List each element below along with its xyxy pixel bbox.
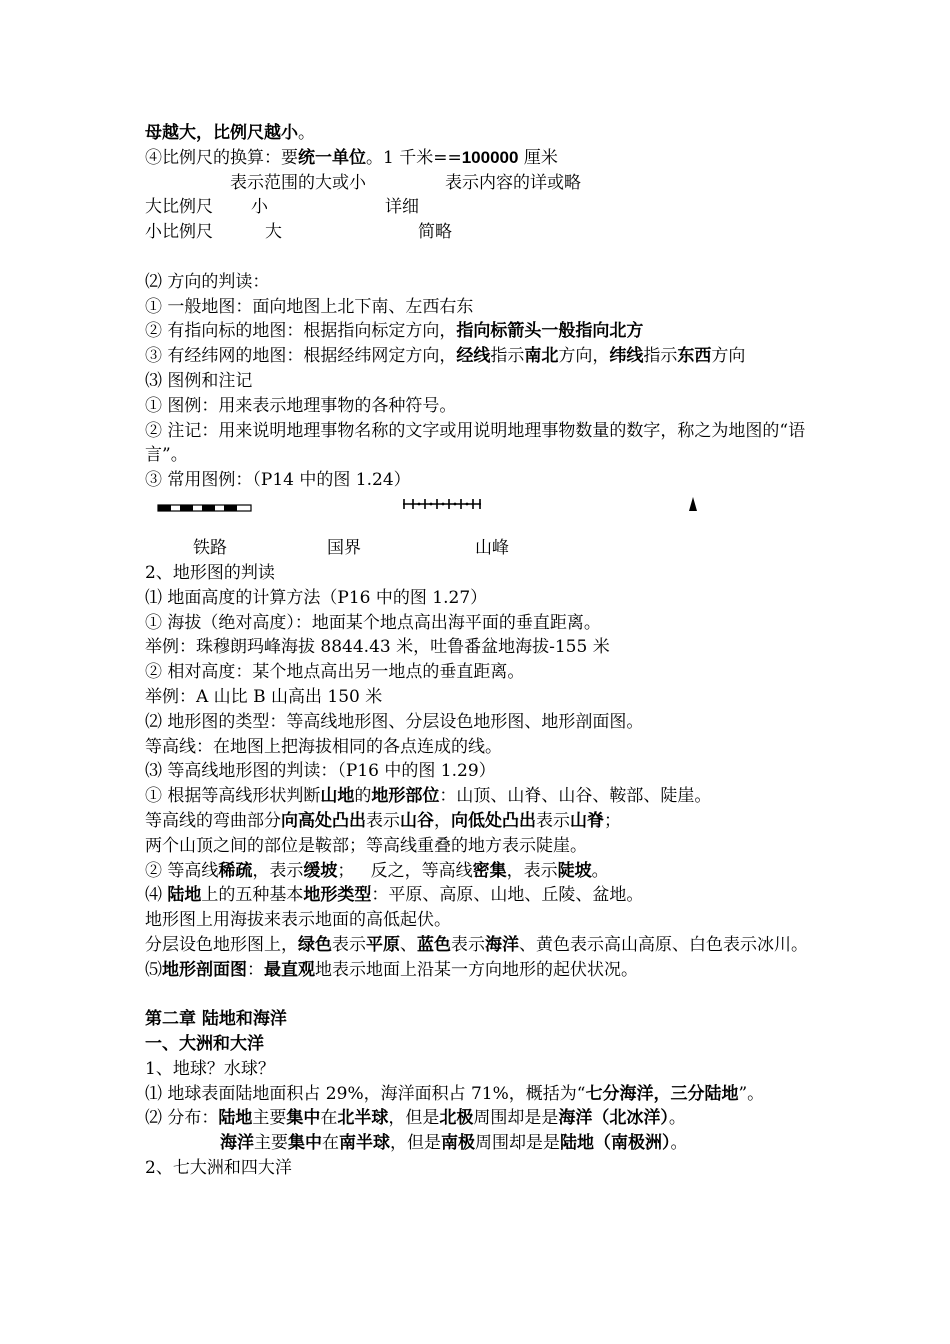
text: 在: [320, 1108, 338, 1129]
bold-text: 平原: [366, 934, 400, 955]
bold-text: 北半球: [337, 1108, 389, 1129]
line-height-method: ⑴ 地面高度的计算方法（P16 中的图 1.27）: [145, 587, 488, 608]
line-contour-reading: ⑶ 等高线地形图的判读：（P16 中的图 1.29）: [145, 761, 496, 782]
table-header-range: 表示范围的大或小: [230, 172, 366, 193]
text: 周围却是是: [473, 1108, 559, 1129]
text: 厘米: [518, 147, 558, 168]
line-legend-definition: ① 图例：用来表示地理事物的各种符号。: [145, 395, 457, 416]
bold-text: 稀疏: [218, 860, 253, 881]
line-elevation-note: 地形图上用海拔来表示地面的高低起伏。: [145, 910, 451, 931]
scale-table-row: [145, 220, 815, 245]
table-cell: 小比例尺: [145, 222, 213, 243]
line-legend-heading: ⑶ 图例和注记: [145, 370, 253, 391]
line-contour-definition: 等高线：在地图上把海拔相同的各点连成的线。: [145, 736, 502, 757]
text: 指示: [643, 346, 678, 367]
legend-label-border: 国界: [327, 537, 361, 558]
bold-text: 东西: [677, 346, 712, 367]
blank-line: [145, 983, 815, 1008]
chapter-title: [145, 1007, 815, 1032]
bold-text: 纬线: [609, 346, 644, 367]
line-layered-color: [145, 933, 815, 958]
line-direction-heading: ⑵ 方向的判读：: [145, 271, 270, 292]
text: 表示: [536, 810, 570, 831]
bold-text: 南半球: [339, 1133, 390, 1154]
text: ② 等高线: [145, 860, 219, 881]
bold-number: 100000: [461, 147, 519, 167]
bold-text: 山地: [320, 786, 355, 807]
text: 主要: [254, 1133, 288, 1154]
text: ”。: [738, 1083, 765, 1104]
bold-text: 陆地: [218, 1108, 253, 1129]
bold-text: 密集: [472, 860, 507, 881]
line-land-ocean-ratio: [145, 1082, 815, 1107]
bold-text: 第二章 陆地和海洋: [145, 1009, 287, 1030]
text: 。: [670, 1133, 688, 1154]
bold-text: 集中: [288, 1133, 322, 1154]
line-scale-rule: [145, 121, 815, 146]
line-slope: [145, 859, 815, 884]
text: 表示: [332, 934, 366, 955]
line-altitude-example: 举例：珠穆朗玛峰海拔 8844.43 米，吐鲁番盆地海拔-155 米: [145, 637, 610, 658]
bold-text: 山谷: [400, 810, 434, 831]
line-common-legend: ③ 常用图例：（P14 中的图 1.24）: [145, 470, 411, 491]
bold-text: 北极: [439, 1108, 474, 1129]
text: ；: [604, 810, 621, 831]
line-landform-parts: [145, 784, 815, 809]
legend-label-railway: 铁路: [193, 537, 227, 558]
bold-text: 绿色: [298, 934, 332, 955]
text: ：平原、高原、山地、丘陵、盆地。: [371, 885, 644, 906]
bold-text: 陆地: [167, 885, 202, 906]
bold-text: 缓坡: [303, 860, 338, 881]
blank-line: [145, 245, 815, 270]
line-map-types: ⑵ 地形图的类型：等高线地形图、分层设色地形图、地形剖面图。: [145, 711, 644, 732]
legend-symbols: [145, 493, 815, 531]
text: 在: [322, 1133, 339, 1154]
scale-table-header: [145, 171, 815, 196]
legend-labels: [145, 531, 815, 561]
table-cell: 详细: [385, 197, 419, 218]
table-cell: 小: [251, 197, 268, 218]
text: ，表示: [506, 860, 558, 881]
text: 等高线的弯曲部分: [145, 810, 281, 831]
text: 地表示地面上沿某一方向地形的起伏状况。: [315, 959, 638, 980]
text: 周围却是是: [475, 1133, 560, 1154]
bold-text: 地形类型: [303, 885, 372, 906]
bold-text: 海洋: [485, 934, 519, 955]
text: 的: [354, 786, 372, 807]
line-annotation-definition: ② 注记：用来说明地理事物名称的文字或用说明地理事物数量的数字，称之为地图的“语言”。: [145, 420, 806, 466]
text: 。: [591, 860, 609, 881]
bold-text: 向高处凸出: [281, 810, 366, 831]
text: 指示: [490, 346, 525, 367]
bold-text: 经线: [456, 346, 491, 367]
text: 分层设色地形图上，: [145, 934, 298, 955]
scale-table-row: [145, 195, 815, 220]
text: ⑸: [145, 959, 162, 980]
text: 、: [400, 934, 417, 955]
text: 上的五种基本: [201, 885, 304, 906]
bold-text: 蓝色: [417, 934, 451, 955]
bold-text: 一、大洲和大洋: [145, 1034, 264, 1055]
line-saddle-cliff: 两个山顶之间的部位是鞍部；等高线重叠的地方表示陡崖。: [145, 835, 587, 856]
national-border-symbol-icon: [401, 496, 483, 512]
line-land-distribution: [145, 1106, 815, 1131]
line-relative-example: 举例：A 山比 B 山高出 150 米: [145, 686, 383, 707]
section-title: [145, 1032, 815, 1057]
text: ⑵ 分布：: [145, 1108, 219, 1129]
bold-text: 地形剖面图: [162, 959, 247, 980]
text: ； 反之，等高线: [337, 860, 473, 881]
text: ：: [247, 959, 264, 980]
line-landform-types: [145, 883, 815, 908]
bold-text: 向低处凸出: [451, 810, 536, 831]
text: 方向，: [558, 346, 610, 367]
table-header-detail: 表示内容的详或略: [445, 172, 581, 193]
line-section-terrain: 2、地形图的判读: [145, 562, 275, 583]
table-cell: 大: [265, 222, 282, 243]
text: 主要: [252, 1108, 287, 1129]
bold-text: 海洋（北冰洋）: [558, 1108, 669, 1129]
text: 表示: [451, 934, 485, 955]
bold-text: 集中: [286, 1108, 321, 1129]
text: ，但是: [390, 1133, 441, 1154]
mountain-peak-symbol-icon: [687, 496, 699, 512]
text: 、黄色表示高山高原、白色表示冰川。: [519, 934, 808, 955]
text: 。: [668, 1108, 686, 1129]
line-earth-water: 1、地球？水球？: [145, 1058, 275, 1079]
line-valley-ridge: [145, 809, 815, 834]
text: ，表示: [252, 860, 304, 881]
line-ocean-distribution: [145, 1131, 815, 1156]
line-direction-general: ① 一般地图：面向地图上北下南、左西右东: [145, 296, 474, 317]
text: ③ 有经纬网的地图：根据经纬网定方向，: [145, 346, 457, 367]
text: ，但是: [388, 1108, 440, 1129]
bold-text: 地形部位: [371, 786, 440, 807]
bold-text: 统一单位: [298, 147, 366, 168]
bold-text: 陆地（南极洲）: [560, 1133, 671, 1154]
text: ④比例尺的换算：要: [145, 147, 298, 168]
text: 表示: [366, 810, 400, 831]
railway-symbol-icon: [157, 503, 253, 515]
text: ，: [434, 810, 451, 831]
bold-text: 指向标箭头一般指向北方: [456, 321, 644, 342]
text: ② 有指向标的地图：根据指向标定方向，: [145, 321, 457, 342]
legend-label-peak: 山峰: [475, 537, 509, 558]
line-relative-height: ② 相对高度：某个地点高出另一地点的垂直距离。: [145, 662, 525, 683]
bold-text: 山脊: [570, 810, 604, 831]
table-cell: 简略: [418, 222, 452, 243]
line-continents-oceans: 2、七大洲和四大洋: [145, 1158, 292, 1179]
bold-text: 陡坡: [557, 860, 592, 881]
bold-text: 七分海洋，三分陆地: [585, 1083, 739, 1104]
text: ① 根据等高线形状判断: [145, 786, 321, 807]
text: ：山顶、山脊、山谷、鞍部、陡崖。: [439, 786, 712, 807]
document-body: [145, 121, 815, 1181]
text: 。: [298, 123, 315, 143]
bold-text: 南极: [441, 1133, 475, 1154]
bold-text: 海洋: [220, 1133, 254, 1154]
bold-text: 最直观: [264, 959, 315, 980]
table-cell: 大比例尺: [145, 197, 213, 218]
text: ⑴ 地球表面陆地面积占 29%，海洋面积占 71%，概括为“: [145, 1083, 586, 1104]
line-altitude-definition: ① 海拔（绝对高度）：地面某个地点高出海平面的垂直距离。: [145, 612, 601, 633]
text: 。1 千米==: [366, 147, 462, 168]
line-profile-map: [145, 958, 815, 983]
line-direction-grid: [145, 344, 815, 369]
line-direction-arrow: [145, 319, 815, 344]
bold-text: 母越大，比例尺越小: [145, 123, 298, 143]
bold-text: 南北: [524, 346, 559, 367]
text: 方向: [711, 346, 746, 367]
line-scale-conversion: [145, 146, 815, 171]
text: ⑷: [145, 885, 168, 906]
